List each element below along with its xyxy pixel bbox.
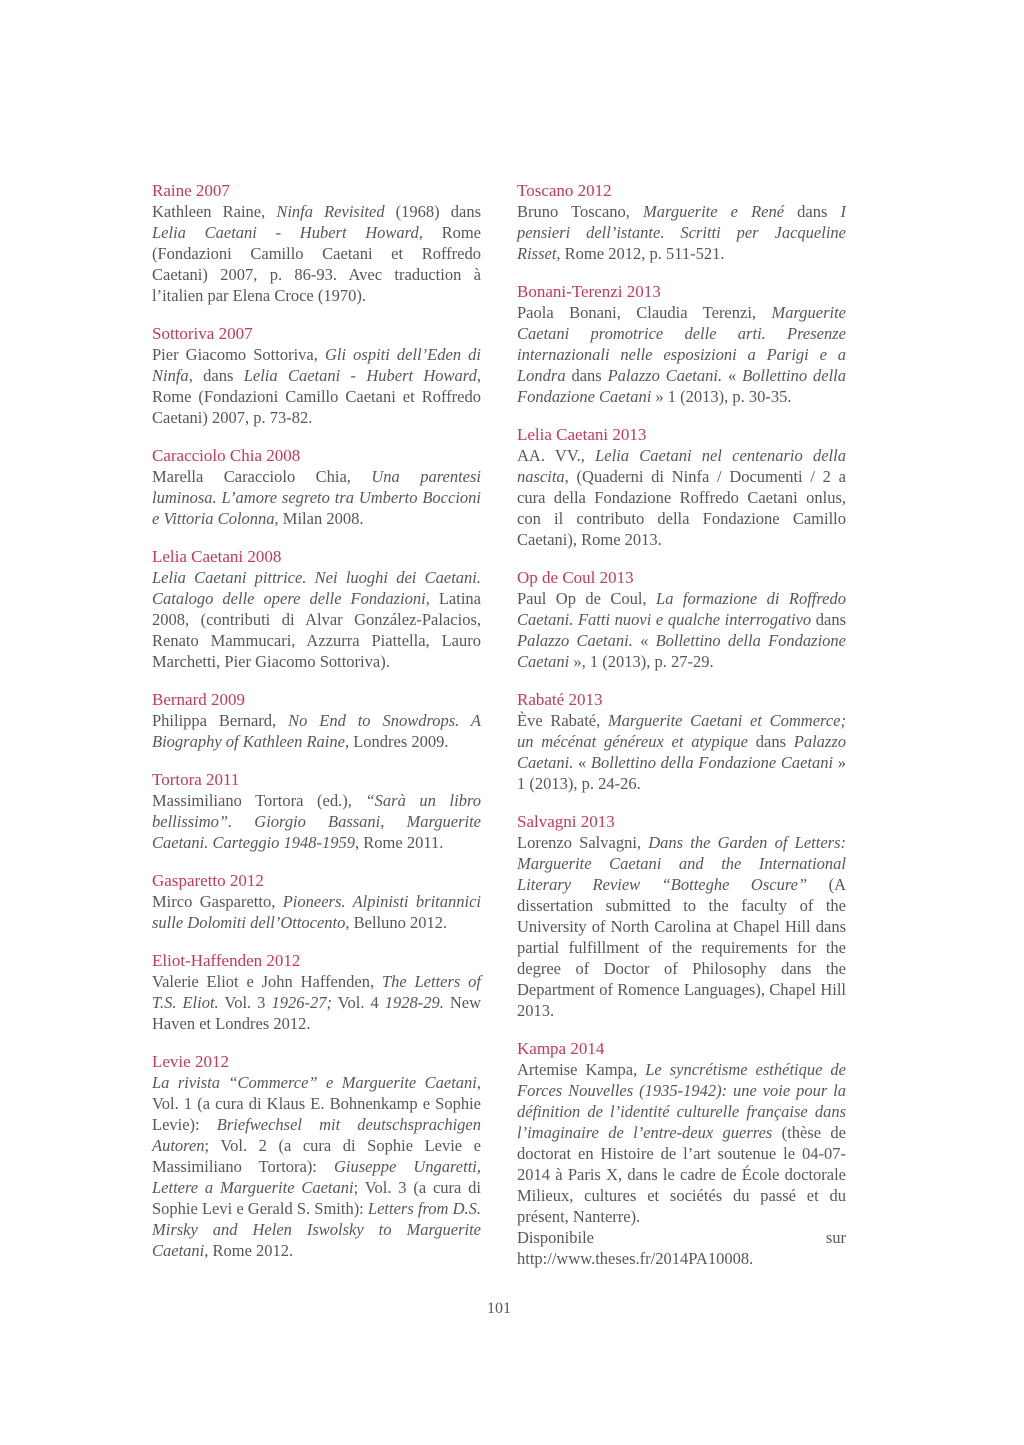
work-title-segment: La formazione di Roffredo Caetani. Fatti nuovi e qualche interrogativo: [517, 589, 846, 629]
bibliography-entry: [152, 950, 481, 1034]
text-segment: AA. VV.,: [517, 446, 596, 465]
entry-body: [152, 201, 481, 306]
entry-heading: Lelia Caetani 2013: [517, 425, 647, 444]
work-title-segment: Dans the Garden of Letters: Marguerite Caetani and the International Literary Review “Botteghe Oscure”: [517, 833, 846, 894]
text-segment: Kathleen Raine,: [152, 202, 277, 221]
text-segment: ; Vol. 2 (a cura di Sophie Levie e Massimiliano Tortora):: [152, 1136, 481, 1176]
text-segment: «: [722, 366, 743, 385]
work-title-segment: Lelia Caetani - Hubert Howard: [152, 223, 419, 242]
work-title-segment: The Letters of T.S. Eliot.: [152, 972, 482, 1012]
entry-heading: Bernard 2009: [152, 690, 246, 709]
text-segment: Lorenzo Salvagni,: [517, 833, 649, 852]
work-title-segment: Lelia Caetani nel centenario della nascita: [517, 446, 846, 486]
bibliography-entry: [152, 689, 481, 752]
entry-body: [517, 832, 846, 1021]
text-segment: Mirco Gasparetto,: [152, 892, 283, 911]
text-segment: (A dissertation submitted to the faculty of the University of North Carolina at Chapel Hill dans partial fulfillment of the requirements for the degree of Doctor of Philosophy dans the Department of Romence Languages), Chapel Hill 2013.: [517, 875, 846, 1020]
work-title-segment: Briefwechsel mit deutschsprachigen Autoren: [152, 1115, 481, 1155]
bibliography-entry: [517, 424, 846, 550]
bibliography-entry: [517, 180, 846, 264]
work-title-segment: I pensieri dell’istante. Scritti per Jacqueline Risset: [517, 202, 846, 263]
entry-body: [152, 466, 481, 529]
bibliography-entry: [152, 180, 481, 306]
page-number: 101: [487, 1300, 511, 1317]
text-segment: , Belluno 2012.: [345, 913, 448, 932]
entry-body: [517, 201, 846, 264]
entry-heading: Salvagni 2013: [517, 812, 615, 831]
text-segment: (thèse de doctorat en Histoire de l’art soutenue le 04-07-2014 à Paris X, dans le cadre de École doctorale Milieux, cultures et sociétés du passé et du présent, Nanterre).: [517, 1123, 846, 1226]
entry-body: [517, 1059, 846, 1227]
bibliography-entry: [152, 769, 481, 853]
text-segment: New Haven et Londres 2012.: [152, 993, 482, 1033]
entry-heading: Kampa 2014: [517, 1039, 605, 1058]
work-title-segment: Palazzo Caetani.: [517, 631, 633, 650]
text-segment: Pier Giacomo Sottoriva,: [152, 345, 325, 364]
work-title-segment: Palazzo Caetani.: [517, 732, 847, 772]
text-segment: (1968) dans: [384, 202, 482, 221]
text-segment: , (Quaderni di Ninfa / Documenti / 2 a cura della Fondazione Roffredo Caetani onlus, con il contributo della Fondazione Camillo Caetani), Rome 2013.: [517, 467, 846, 549]
work-title-segment: Gli ospiti dell’Eden di Ninfa: [152, 345, 482, 385]
text-segment: Disponibile sur http://www.theses.fr/2014PA10008.: [517, 1228, 846, 1268]
bibliography-entry: [517, 567, 846, 672]
entry-heading: Op de Coul 2013: [517, 568, 634, 587]
entry-body: [517, 445, 846, 550]
bibliography-entry: [152, 870, 481, 933]
entry-heading: Levie 2012: [152, 1052, 229, 1071]
entry-heading: Sottoriva 2007: [152, 324, 253, 343]
text-segment: » 1 (2013), p. 24-26.: [517, 753, 846, 793]
entry-heading: Eliot-Haffenden 2012: [152, 951, 301, 970]
entry-body: [152, 710, 481, 752]
text-segment: » 1 (2013), p. 30-35.: [651, 387, 792, 406]
entry-heading: Gasparetto 2012: [152, 871, 264, 890]
entry-heading: Tortora 2011: [152, 770, 240, 789]
entry-heading: Caracciolo Chia 2008: [152, 446, 301, 465]
bibliography-entry: [517, 281, 846, 407]
text-segment: », 1 (2013), p. 27-29.: [569, 652, 714, 671]
work-title-segment: “Sarà un libro bellissimo”. Giorgio Bassani, Marguerite Caetani. Carteggio 1948-1959: [152, 791, 482, 852]
two-column-layout: [152, 180, 846, 1286]
work-title-segment: Bollettino della Fondazione Caetani: [590, 753, 834, 772]
entry-body: [152, 891, 481, 933]
work-title-segment: Letters from D.S. Mirsky and Helen Iswolsky to Marguerite Caetani: [152, 1199, 481, 1260]
bibliography-entry: [152, 445, 481, 529]
text-segment: Paola Bonani, Claudia Terenzi,: [517, 303, 772, 322]
left-column: [152, 180, 481, 1286]
bibliography-entry: [517, 1038, 846, 1269]
entry-heading: Rabaté 2013: [517, 690, 603, 709]
entry-body: [517, 710, 846, 794]
text-segment: Artemise Kampa,: [517, 1060, 646, 1079]
text-segment: , Rome (Fondazioni Camillo Caetani et Roffredo Caetani) 2007, p. 73-82.: [152, 366, 481, 427]
text-segment: , Vol. 1 (a cura di Klaus E. Bohnenkamp e Sophie Levie):: [152, 1073, 481, 1134]
text-segment: Bruno Toscano,: [517, 202, 644, 221]
text-segment: Philippa Bernard,: [152, 711, 289, 730]
text-segment: «: [573, 753, 591, 772]
text-segment: Ève Rabaté,: [517, 711, 608, 730]
work-title-segment: Lelia Caetani - Hubert Howard: [243, 366, 477, 385]
work-title-segment: Le syncrétisme esthétique de Forces Nouvelles (1935-1942): une voie pour la définition de l’identité culturelle française dans l’imaginaire de l’entre-deux guerres: [517, 1060, 847, 1142]
text-segment: , Rome 2012.: [204, 1241, 294, 1260]
work-title-segment: Ninfa Revisited: [276, 202, 385, 221]
work-title-segment: 1926-27;: [271, 993, 332, 1012]
entry-heading: Lelia Caetani 2008: [152, 547, 282, 566]
entry-body: [152, 971, 481, 1034]
text-segment: Vol. 4: [331, 993, 385, 1012]
text-segment: dans: [565, 366, 608, 385]
entry-heading: Toscano 2012: [517, 181, 612, 200]
bibliography-entry: [152, 546, 481, 672]
work-title-segment: La rivista “Commerce” e Marguerite Caetani: [152, 1073, 477, 1092]
work-title-segment: Pioneers. Alpinisti britannici sulle Dolomiti dell’Ottocento: [152, 892, 481, 932]
bibliography-entry: [517, 811, 846, 1021]
text-segment: Vol. 3: [218, 993, 272, 1012]
work-title-segment: Giuseppe Ungaretti, Lettere a Marguerite Caetani: [152, 1157, 481, 1197]
entry-body: [517, 1227, 846, 1269]
work-title-segment: Bollettino della Fondazione Caetani: [517, 631, 846, 671]
entry-body: [517, 302, 846, 407]
entry-body: [152, 790, 481, 853]
entry-body: [152, 344, 481, 428]
entry-heading: Raine 2007: [152, 181, 230, 200]
work-title-segment: 1928-29.: [384, 993, 444, 1012]
text-segment: , dans: [188, 366, 244, 385]
text-segment: Massimiliano Tortora (ed.),: [152, 791, 366, 810]
work-title-segment: Marguerite e René: [643, 202, 785, 221]
entry-body: [152, 1072, 481, 1261]
text-segment: , Londres 2009.: [344, 732, 449, 751]
text-segment: dans: [784, 202, 841, 221]
right-column: [517, 180, 846, 1286]
text-segment: Valerie Eliot e John Haffenden,: [152, 972, 382, 991]
entry-body: [152, 567, 481, 672]
work-title-segment: Lelia Caetani pittrice. Nei luoghi dei Caetani. Catalogo delle opere delle Fondazioni: [152, 568, 481, 608]
work-title-segment: Marguerite Caetani promotrice delle arti. Presenze internazionali nelle esposizioni a Parigi e a Londra: [517, 303, 846, 385]
text-segment: , Rome (Fondazioni Camillo Caetani et Roffredo Caetani) 2007, p. 86-93. Avec traduction à l’italien par Elena Croce (1970).: [152, 223, 482, 305]
text-segment: Paul Op de Coul,: [517, 589, 657, 608]
text-segment: , Milan 2008.: [274, 509, 364, 528]
bibliography-entry: [517, 689, 846, 794]
bibliography-entry: [152, 323, 481, 428]
entry-heading: Bonani-Terenzi 2013: [517, 282, 661, 301]
work-title-segment: Una parentesi luminosa. L’amore segreto tra Umberto Boccioni e Vittoria Colonna: [152, 467, 482, 528]
text-segment: «: [632, 631, 656, 650]
work-title-segment: Marguerite Caetani et Commerce; un mécénat généreux et atypique: [517, 711, 846, 751]
work-title-segment: Palazzo Caetani.: [607, 366, 723, 385]
text-segment: , Latina 2008, (contributi di Alvar González-Palacios, Renato Mammucari, Azzurra Piattella, Lauro Marchetti, Pier Giacomo Sottoriva).: [152, 589, 481, 671]
bibliography-entry: [152, 1051, 481, 1261]
text-segment: , Rome 2012, p. 511-521.: [556, 244, 725, 263]
text-segment: ; Vol. 3 (a cura di Sophie Levi e Gerald S. Smith):: [152, 1178, 481, 1218]
text-segment: dans: [811, 610, 846, 629]
work-title-segment: Bollettino della Fondazione Caetani: [517, 366, 846, 406]
text-segment: , Rome 2011.: [355, 833, 444, 852]
work-title-segment: No End to Snowdrops. A Biography of Kathleen Raine: [152, 711, 481, 751]
text-segment: Marella Caracciolo Chia,: [152, 467, 372, 486]
entry-body: [517, 588, 846, 672]
text-segment: dans: [748, 732, 794, 751]
